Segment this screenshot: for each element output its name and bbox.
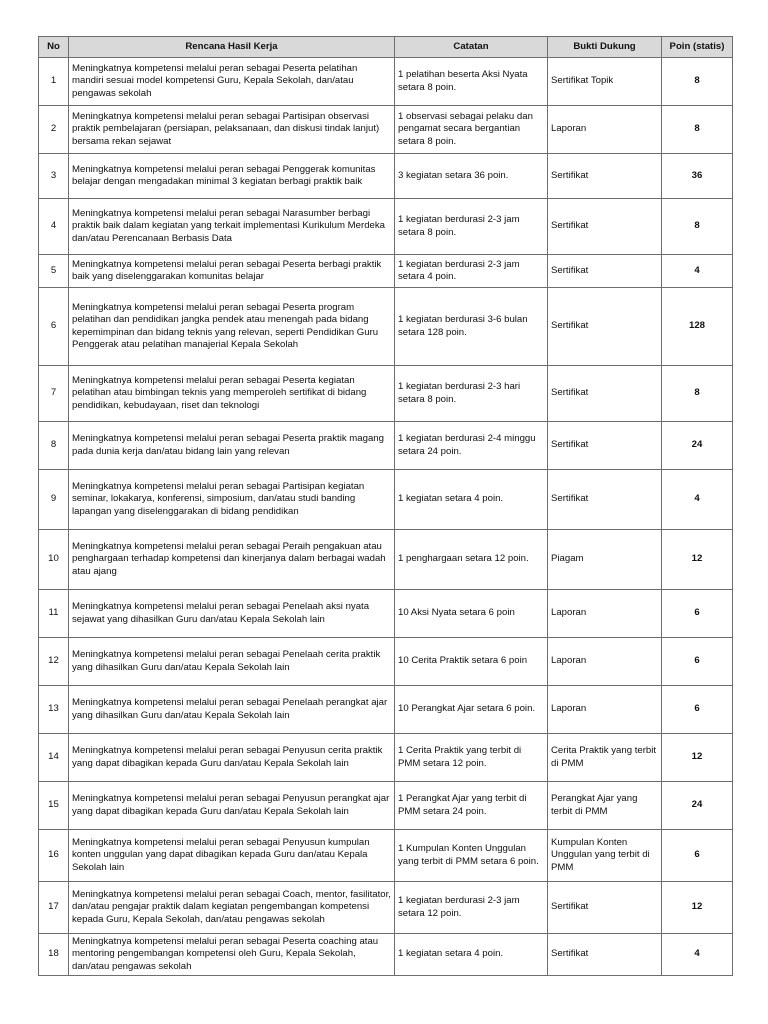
cell-poin: 24 [662,782,733,830]
cell-bukti: Laporan [548,106,662,154]
cell-no: 5 [39,255,69,288]
table-row [39,255,733,288]
cell-poin: 12 [662,734,733,782]
column-header-poin: Poin (statis) [662,37,733,58]
cell-poin: 4 [662,470,733,530]
table-row [39,830,733,882]
cell-rencana: Meningkatnya kompetensi melalui peran sebagai Peraih pengakuan atau penghargaan terhadap kompetensi dan kinerjanya dalam berbagai wadah atau ajang [69,530,395,590]
cell-bukti: Sertifikat [548,366,662,422]
cell-no: 15 [39,782,69,830]
cell-rencana: Meningkatnya kompetensi melalui peran sebagai Penelaah perangkat ajar yang dihasilkan Guru dan/atau Kepala Sekolah lain [69,686,395,734]
rencana-hasil-kerja-table [38,36,733,976]
table-row [39,734,733,782]
cell-bukti: Sertifikat [548,255,662,288]
table-row [39,58,733,106]
cell-rencana: Meningkatnya kompetensi melalui peran sebagai Narasumber berbagi praktik baik dalam kegiatan yang terkait implementasi Kurikulum Merdeka dan/atau Perencanaan Berbasis Data [69,199,395,255]
document-page [38,36,732,976]
column-header-rencana: Rencana Hasil Kerja [69,37,395,58]
cell-catatan: 1 Cerita Praktik yang terbit di PMM setara 12 poin. [395,734,548,782]
table-row [39,638,733,686]
header-row [39,37,733,58]
cell-poin: 128 [662,288,733,366]
cell-catatan: 1 Perangkat Ajar yang terbit di PMM setara 24 poin. [395,782,548,830]
cell-poin: 4 [662,934,733,976]
cell-no: 13 [39,686,69,734]
table-row [39,199,733,255]
cell-bukti: Sertifikat [548,470,662,530]
cell-poin: 36 [662,154,733,199]
cell-bukti: Perangkat Ajar yang terbit di PMM [548,782,662,830]
cell-poin: 8 [662,58,733,106]
cell-no: 9 [39,470,69,530]
cell-poin: 12 [662,882,733,934]
cell-catatan: 10 Cerita Praktik setara 6 poin [395,638,548,686]
cell-no: 6 [39,288,69,366]
cell-rencana: Meningkatnya kompetensi melalui peran sebagai Peserta program pelatihan dan pendidikan jangka pendek atau menengah pada bidang kepemimpinan dan bidang teknis yang relevan, seperti Pendidikan Guru Penggerak atau pelatihan manajerial Kepala Sekolah [69,288,395,366]
cell-catatan: 1 kegiatan berdurasi 2-3 jam setara 4 poin. [395,255,548,288]
table-row [39,470,733,530]
cell-catatan: 1 kegiatan berdurasi 2-4 minggu setara 24 poin. [395,422,548,470]
table-row [39,686,733,734]
cell-bukti: Cerita Praktik yang terbit di PMM [548,734,662,782]
cell-catatan: 1 kegiatan berdurasi 2-3 jam setara 12 poin. [395,882,548,934]
table-row [39,288,733,366]
cell-bukti: Sertifikat [548,422,662,470]
cell-catatan: 1 kegiatan berdurasi 3-6 bulan setara 128 poin. [395,288,548,366]
table-row [39,530,733,590]
cell-rencana: Meningkatnya kompetensi melalui peran sebagai Penyusun kumpulan konten unggulan yang dapat dibagikan kepada Guru dan/atau Kepala Sekolah lain [69,830,395,882]
cell-bukti: Laporan [548,686,662,734]
cell-poin: 12 [662,530,733,590]
cell-no: 14 [39,734,69,782]
cell-rencana: Meningkatnya kompetensi melalui peran sebagai Penelaah cerita praktik yang dihasilkan Guru dan/atau Kepala Sekolah lain [69,638,395,686]
cell-no: 8 [39,422,69,470]
cell-catatan: 1 observasi sebagai pelaku dan pengamat secara bergantian setara 8 poin. [395,106,548,154]
cell-no: 10 [39,530,69,590]
cell-poin: 8 [662,106,733,154]
cell-poin: 6 [662,686,733,734]
cell-bukti: Laporan [548,638,662,686]
cell-no: 12 [39,638,69,686]
table-row [39,882,733,934]
cell-rencana: Meningkatnya kompetensi melalui peran sebagai Partisipan kegiatan seminar, lokakarya, konferensi, simposium, dan/atau studi banding lapangan yang diselenggarakan di bidang pendidikan [69,470,395,530]
column-header-catatan: Catatan [395,37,548,58]
table-row [39,106,733,154]
table-row [39,154,733,199]
cell-rencana: Meningkatnya kompetensi melalui peran sebagai Peserta coaching atau mentoring pengembangan kompetensi oleh Guru, Kepala Sekolah, dan/atau pengawas sekolah [69,934,395,976]
table-body [39,58,733,976]
table-row [39,590,733,638]
cell-catatan: 1 kegiatan setara 4 poin. [395,470,548,530]
cell-bukti: Piagam [548,530,662,590]
cell-catatan: 1 kegiatan berdurasi 2-3 hari setara 8 poin. [395,366,548,422]
column-header-bukti: Bukti Dukung [548,37,662,58]
cell-poin: 6 [662,638,733,686]
cell-bukti: Sertifikat [548,882,662,934]
table-row [39,782,733,830]
cell-no: 3 [39,154,69,199]
cell-bukti: Sertifikat Topik [548,58,662,106]
cell-poin: 8 [662,366,733,422]
cell-poin: 6 [662,830,733,882]
table-row [39,934,733,976]
cell-no: 18 [39,934,69,976]
cell-no: 11 [39,590,69,638]
table-header [39,37,733,58]
cell-no: 16 [39,830,69,882]
cell-no: 17 [39,882,69,934]
cell-bukti: Sertifikat [548,154,662,199]
cell-bukti: Sertifikat [548,288,662,366]
cell-rencana: Meningkatnya kompetensi melalui peran sebagai Penyusun cerita praktik yang dapat dibagikan kepada Guru dan/atau Kepala Sekolah lain [69,734,395,782]
cell-rencana: Meningkatnya kompetensi melalui peran sebagai Peserta praktik magang pada dunia kerja dan/atau bidang lain yang relevan [69,422,395,470]
cell-catatan: 10 Aksi Nyata setara 6 poin [395,590,548,638]
cell-rencana: Meningkatnya kompetensi melalui peran sebagai Penelaah aksi nyata sejawat yang dihasilkan Guru dan/atau Kepala Sekolah lain [69,590,395,638]
cell-no: 1 [39,58,69,106]
cell-catatan: 1 kegiatan setara 4 poin. [395,934,548,976]
cell-rencana: Meningkatnya kompetensi melalui peran sebagai Coach, mentor, fasilitator, dan/atau pengajar praktik dalam kegiatan pengembangan kompetensi kepada Guru, Kepala Sekolah, dan/atau pengawas sekolah [69,882,395,934]
cell-no: 7 [39,366,69,422]
cell-catatan: 1 Kumpulan Konten Unggulan yang terbit di PMM setara 6 poin. [395,830,548,882]
cell-rencana: Meningkatnya kompetensi melalui peran sebagai Peserta pelatihan mandiri sesuai model kompetensi Guru, Kepala Sekolah, dan/atau pengawas sekolah [69,58,395,106]
cell-rencana: Meningkatnya kompetensi melalui peran sebagai Penggerak komunitas belajar dengan mengadakan minimal 3 kegiatan berbagi praktik baik [69,154,395,199]
cell-catatan: 1 kegiatan berdurasi 2-3 jam setara 8 poin. [395,199,548,255]
cell-rencana: Meningkatnya kompetensi melalui peran sebagai Partisipan observasi praktik pembelajaran (persiapan, pelaksanaan, dan diskusi tindak lanjut) bersama rekan sejawat [69,106,395,154]
cell-poin: 6 [662,590,733,638]
cell-catatan: 3 kegiatan setara 36 poin. [395,154,548,199]
cell-rencana: Meningkatnya kompetensi melalui peran sebagai Peserta berbagi praktik baik yang diselenggarakan komunitas belajar [69,255,395,288]
cell-no: 2 [39,106,69,154]
cell-bukti: Sertifikat [548,934,662,976]
cell-no: 4 [39,199,69,255]
column-header-no: No [39,37,69,58]
cell-poin: 4 [662,255,733,288]
cell-catatan: 1 pelatihan beserta Aksi Nyata setara 8 poin. [395,58,548,106]
cell-bukti: Kumpulan Konten Unggulan yang terbit di PMM [548,830,662,882]
cell-poin: 8 [662,199,733,255]
cell-catatan: 10 Perangkat Ajar setara 6 poin. [395,686,548,734]
cell-catatan: 1 penghargaan setara 12 poin. [395,530,548,590]
table-row [39,366,733,422]
cell-bukti: Laporan [548,590,662,638]
cell-poin: 24 [662,422,733,470]
cell-bukti: Sertifikat [548,199,662,255]
table-row [39,422,733,470]
cell-rencana: Meningkatnya kompetensi melalui peran sebagai Peserta kegiatan pelatihan atau bimbingan teknis yang memperoleh sertifikat di bidang pendidikan, kebudayaan, riset dan teknologi [69,366,395,422]
cell-rencana: Meningkatnya kompetensi melalui peran sebagai Penyusun perangkat ajar yang dapat dibagikan kepada Guru dan/atau Kepala Sekolah lain [69,782,395,830]
